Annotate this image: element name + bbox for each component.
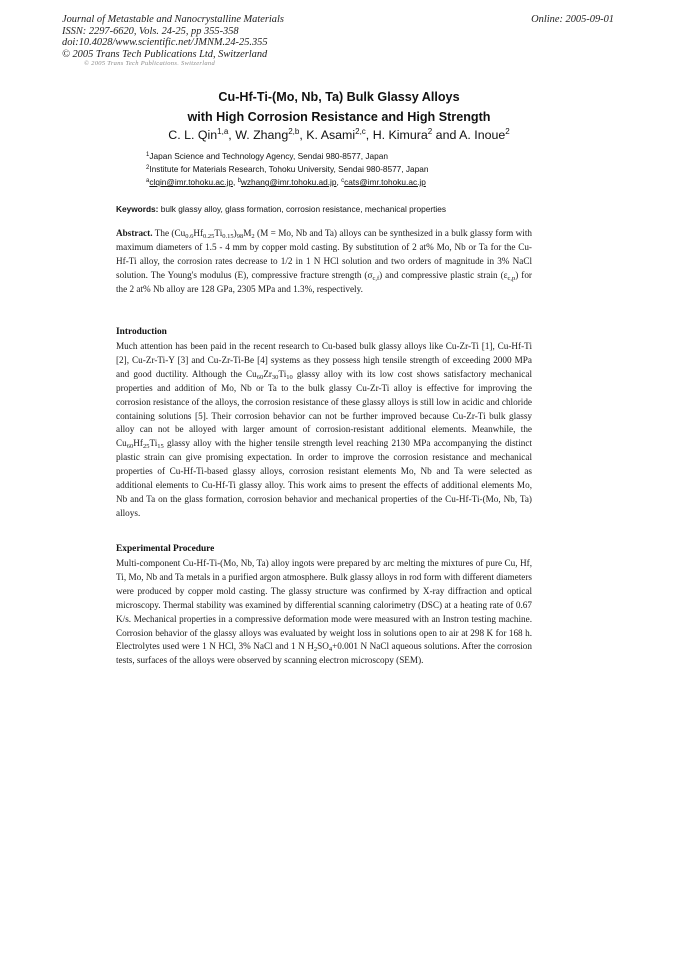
author-and: and [432, 128, 460, 142]
introduction-body: Much attention has been paid in the recent research to Cu-based bulk glassy alloys like Cu-Zr-Ti [1], Cu-Hf-Ti [2], Cu-Zr-Ti-Y [3] and Cu-Zr-Ti-Be [4] systems as they possess high tensile strength of exceeding 2000 MPa and good ductility. Although the $Cu_{60}Zr_{30}Ti_{10}$ glassy alloy with its low cost shows satisfactory mechanical properties and addition of Mo, Nb or Ta to the bulk glassy Cu-Zr-Ti alloy is effective for improving the corrosion resistance of the alloys, the corrosion resistance of these glassy alloys is still low in acidic and chloride containing solutions [5]. Their corrosion behavior can not be further improved because Cu-Zr-Ti bulk glassy alloy can not be alloyed with larger amount of corrosion-resistant additional elements. Meanwhile, the $Cu_{60}Hf_{25}Ti_{15}$ glassy alloy with the higher tensile strength level reaching 2130 MPa accompanying the distinct plastic strain can give promising expectation. In order to improve the corrosion resistance and mechanical properties of Cu-Hf-Ti-based glassy alloys, corrosion resistant elements Mo, Nb and Ta were selected as additional elements to Cu-Hf-Ti glassy alloy. This work aims to present the effects of additional elements Mo, Nb and Ta on the glass formation, corrosion behavior and mechanical properties of the Cu-Hf-Ti-(Mo, Nb, Ta) alloys. [116, 341, 532, 518]
email-link[interactable]: clqin@imr.tohoku.ac.jp [149, 177, 233, 187]
email-line: $^a$clqin@imr.tohoku.ac.jp, $^b$wzhang@imr.tohoku.ad.jp, $^c$cats@imr.tohoku.ac.jp [146, 177, 426, 187]
author-separator: , [299, 128, 307, 142]
affiliation-mark: 1 [146, 152, 150, 158]
abstract-label: Abstract. [116, 228, 153, 238]
paper-title-line1: Cu-Hf-Ti-(Mo, Nb, Ta) Bulk Glassy Alloys [218, 90, 460, 104]
journal-name: Journal of Metastable and Nanocrystalline Materials [62, 14, 284, 25]
affiliations [146, 150, 566, 189]
email-mark: b [237, 178, 241, 184]
keywords-text: bulk glassy alloy, glass formation, corrosion resistance, mechanical properties [158, 204, 447, 214]
email-link[interactable]: wzhang@imr.tohoku.ad.jp [240, 177, 337, 187]
author-affiliation-mark: 2 [505, 127, 510, 136]
journal-header [62, 14, 622, 65]
author-name: W. Zhang [235, 128, 289, 142]
author-affiliation-mark: 2,c [355, 127, 366, 136]
online-date: Online: 2005-09-01 [531, 14, 614, 25]
journal-doi: doi:10.4028/www.scientific.net/JMNM.24-25.355 [62, 37, 268, 49]
author-affiliation-mark: 2 [427, 127, 433, 136]
journal-copyright: © 2005 Trans Tech Publications Ltd, Switzerland [62, 48, 268, 60]
section-heading-experimental: Experimental Procedure [116, 544, 215, 554]
section-heading-introduction: Introduction [116, 327, 167, 337]
author-separator: , [365, 128, 373, 142]
email-mark: c [341, 178, 345, 184]
affiliation-1: $^1$Japan Science and Technology Agency, Sendai 980-8577, Japan [146, 151, 388, 161]
faded-copyright-line: © 2005 Trans Tech Publications, Switzerland [84, 60, 215, 66]
affiliation-2: $^2$Institute for Materials Research, Tohoku University, Sendai 980-8577, Japan [146, 164, 429, 174]
email-mark: a [146, 178, 150, 184]
author-list [0, 127, 678, 143]
keywords-label: Keywords: [116, 204, 159, 214]
paper-title [0, 87, 678, 127]
paper-title-line2: with High Corrosion Resistance and High Strength [187, 110, 491, 124]
author-separator: , [228, 128, 236, 142]
journal-issn: ISSN: 2297-6620, Vols. 24-25, pp 355-358 [62, 25, 239, 37]
email-link[interactable]: cats@imr.tohoku.ac.jp [344, 177, 426, 187]
author-name: A. Inoue [459, 128, 506, 142]
affiliation-mark: 2 [146, 165, 150, 171]
author-affiliation-mark: 1,a [217, 127, 229, 136]
author-affiliation-mark: 2,b [288, 127, 300, 136]
author-name: H. Kimura [372, 128, 428, 142]
author-name: K. Asami [306, 128, 356, 142]
experimental-body: Multi-component Cu-Hf-Ti-(Mo, Nb, Ta) alloy ingots were prepared by arc melting the mixtures of pure Cu, Hf, Ti, Mo, Nb and Ta metals in a purified argon atmosphere. Bulk glassy alloys in rod form with different diameters were produced by copper mold casting. The glassy structure was confirmed by X-ray diffraction and optical microscopy. Thermal stability was examined by differential scanning calorimetry (DSC) at a heating rate of 0.67 K/s. Mechanical properties in a compressive deformation mode were measured with an Instron testing machine. Corrosion behavior of the glassy alloys was evaluated by weight loss in solutions open to air at 298 K for 168 h. Electrolytes used were 1 N HCl, 3% NaCl and 1 N $H_2SO_4+0.001$ N NaCl aqueous solutions. After the corrosion tests, surfaces of the alloys were observed by scanning electron microscopy (SEM). [116, 558, 532, 666]
author-name: C. L. Qin [168, 128, 218, 142]
abstract: Abstract. The $(Cu_{0.6}Hf_{0.25}Ti_{0.15})_{98}M_2$ (M = Mo, Nb and Ta) alloys can be synthesized in a bulk glassy form with maximum diameters of 1.5 - 4 mm by copper mold casting. By substitution of 2 at% Mo, Nb or Ta for the Cu-Hf-Ti alloy, the corrosion rates decrease to 1/2 in 1 N HCl solution and two orders of magnitude in 3% NaCl solution. The Young's modulus (E), compressive fracture strength $(\sigma_{c,f})$ and compressive plastic strain $(\varepsilon_{c,p})$ for the 2 at% Nb alloy are 128 GPa, 2305 MPa and 1.3%, respectively. [116, 228, 532, 294]
keywords [116, 203, 566, 215]
